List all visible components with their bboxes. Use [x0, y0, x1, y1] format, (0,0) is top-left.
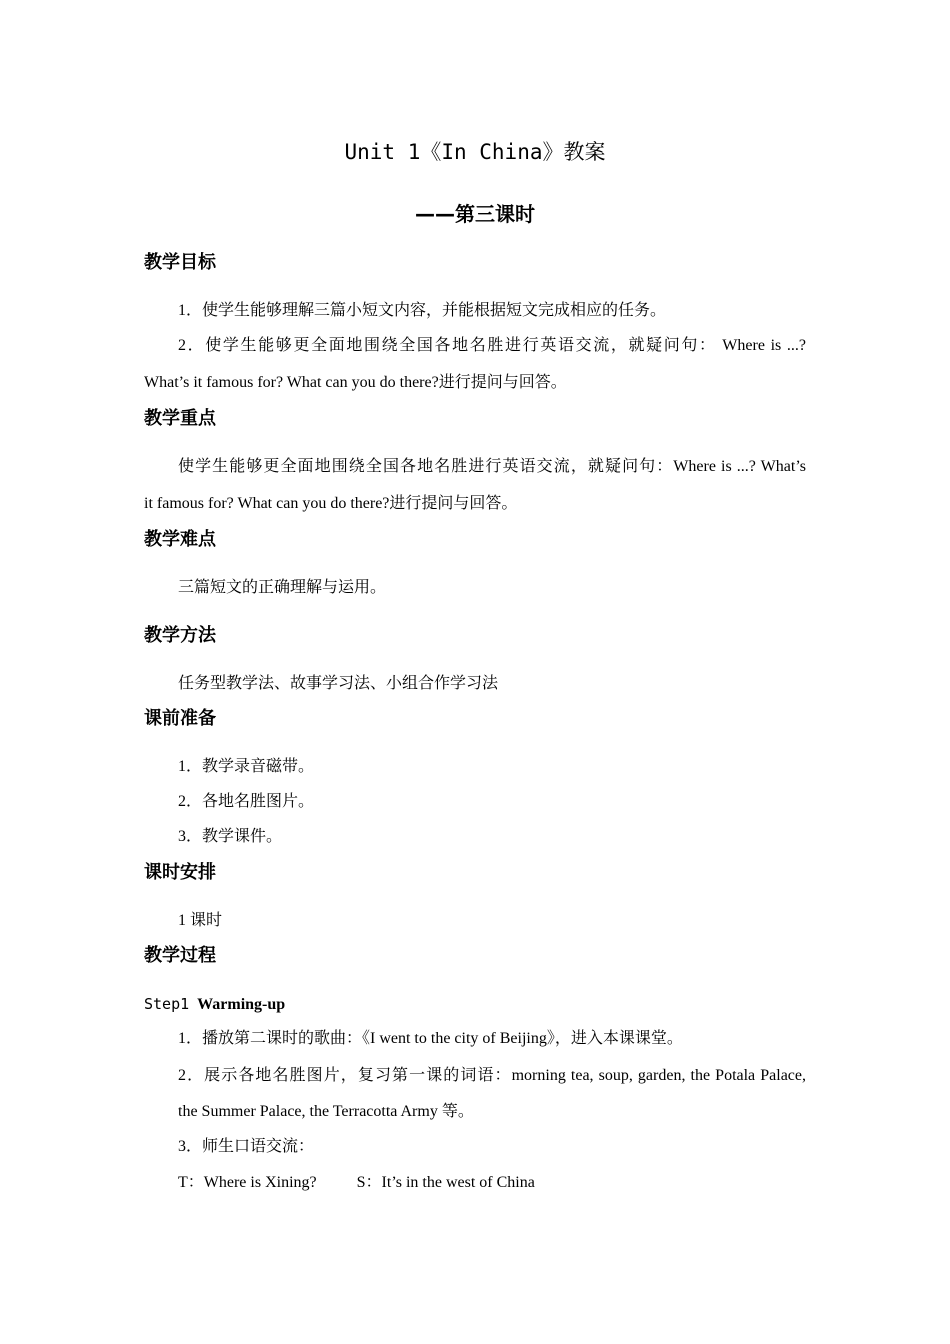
process-item-3: 3．师生口语交流：: [178, 1138, 315, 1155]
key-points-line-1: 使学生能够更全面地围绕全国各地名胜进行英语交流，就疑问句：Where is ...? What’s: [178, 458, 806, 475]
section-heading-objectives: 教学目标: [144, 252, 216, 273]
step1-heading: [144, 993, 285, 1016]
dialog-student: S：It’s in the west of China: [356, 1174, 535, 1191]
section-heading-difficulties: 教学难点: [144, 529, 216, 550]
process-item-2-line-2: the Summer Palace, the Terracotta Army 等。: [178, 1103, 474, 1120]
difficulties-text: 三篇短文的正确理解与运用。: [178, 579, 387, 596]
step1-name: Warming-up: [197, 996, 286, 1013]
section-heading-methods: 教学方法: [144, 625, 216, 646]
objective-item-2-line-1: 2．使学生能够更全面地围绕全国各地名胜进行英语交流，就疑问句： Where is ...?: [178, 337, 806, 354]
process-item-1: 1．播放第二课时的歌曲：《I went to the city of Beijing》，进入本课课堂。: [178, 1030, 683, 1047]
dialog-line: [178, 1172, 535, 1194]
objective-item-2-line-2: What’s it famous for? What can you do there?进行提问与回答。: [144, 374, 567, 391]
dialog-teacher: T：Where is Xining?: [178, 1174, 317, 1191]
objective-item-1: 1．使学生能够理解三篇小短文内容，并能根据短文完成相应的任务。: [178, 302, 667, 319]
section-heading-schedule: 课时安排: [144, 862, 216, 883]
schedule-text: 1 课时: [178, 912, 223, 929]
preparation-item-3: 3．教学课件。: [178, 828, 283, 845]
step1-label: Step1: [144, 995, 190, 1013]
section-heading-key-points: 教学重点: [144, 408, 216, 429]
document-subtitle: ——第三课时: [415, 202, 535, 226]
process-item-2-line-1: 2．展示各地名胜图片，复习第一课的词语：morning tea, soup, garden, the Potala Palace,: [178, 1067, 806, 1084]
methods-text: 任务型教学法、故事学习法、小组合作学习法: [178, 675, 499, 692]
preparation-item-2: 2．各地名胜图片。: [178, 793, 315, 810]
document-title: Unit 1《In China》教案: [344, 140, 606, 164]
section-heading-process: 教学过程: [144, 945, 216, 966]
key-points-line-2: it famous for? What can you do there?进行提问与回答。: [144, 495, 518, 512]
preparation-item-1: 1．教学录音磁带。: [178, 758, 315, 775]
section-heading-preparation: 课前准备: [144, 708, 216, 729]
